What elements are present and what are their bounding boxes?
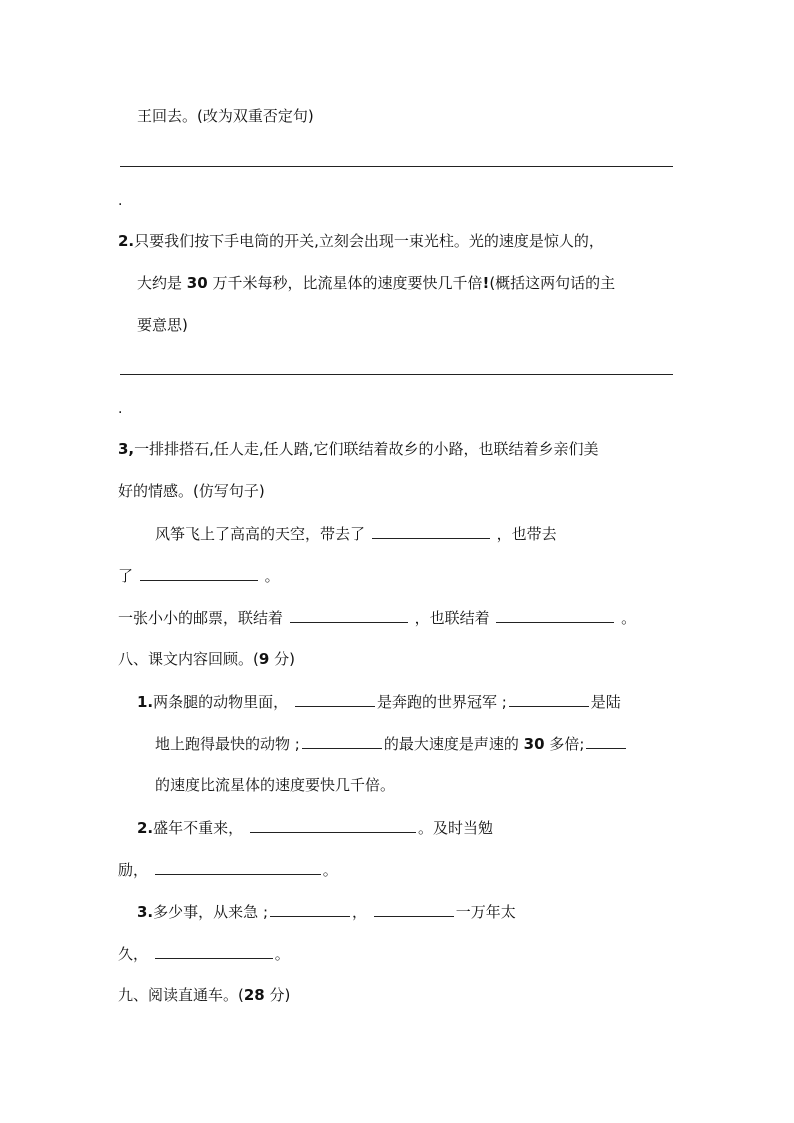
s8-item2-blank-2[interactable] xyxy=(155,859,321,875)
q3-kite-blank-1[interactable] xyxy=(372,523,490,539)
section9-title xyxy=(118,985,290,1005)
s8-item1-g: 的最大速度是声速的 xyxy=(383,735,519,753)
s8-item3-number: 3. xyxy=(137,903,154,921)
q2-number: 2. xyxy=(118,232,135,250)
s8-item3-f: 。 xyxy=(274,945,290,963)
s8-item1-a: 两条腿的动物里面， xyxy=(153,693,289,711)
section8-score: 9 xyxy=(258,650,270,668)
answer-end-dot-2: . xyxy=(118,401,123,417)
section9-score: 28 xyxy=(243,986,265,1004)
s8-item1-h: 30 xyxy=(523,735,545,753)
q3-kite-line2 xyxy=(118,565,280,586)
s8-item1-blank-3[interactable] xyxy=(302,733,382,749)
q3-kite-blank-2[interactable] xyxy=(140,565,258,581)
q1-tail-text: 王回去。(改为双重否定句) xyxy=(137,107,314,125)
s8-item2-number: 2. xyxy=(137,819,154,837)
s8-item1-number: 1. xyxy=(137,693,154,711)
s8-item2-line2 xyxy=(118,859,338,880)
q3-stamp-a: 一张小小的邮票，联结着 xyxy=(118,609,284,627)
s8-item2-line1 xyxy=(137,817,493,838)
s8-item2-c: 励， xyxy=(118,861,149,879)
s8-item1-blank-4[interactable] xyxy=(586,733,626,749)
section8-title xyxy=(118,649,295,669)
s8-item1-d: 是陆 xyxy=(590,693,621,711)
s8-item2-b: 。及时当勉 xyxy=(417,819,493,837)
answer-line-2[interactable] xyxy=(120,374,673,375)
q3-stamp-blank-1[interactable] xyxy=(290,607,408,623)
q3-kite-c-a: 了 xyxy=(118,567,134,585)
s8-item1-line1 xyxy=(137,691,621,712)
s8-item2-d: 。 xyxy=(322,861,338,879)
s8-item3-blank-1[interactable] xyxy=(270,901,350,917)
s8-item3-d: 一万年太 xyxy=(455,903,516,921)
q3-kite-b: ，也带去 xyxy=(496,525,557,543)
q3-stamp-blank-2[interactable] xyxy=(496,607,614,623)
s8-item3-line2 xyxy=(118,943,290,964)
s8-item3-e: 久， xyxy=(118,945,149,963)
s8-item1-e: 地上跑得最快的动物 xyxy=(155,735,291,753)
s8-item1-i: 多倍; xyxy=(549,735,585,753)
s8-item1-c: ; xyxy=(501,693,507,711)
q3-stamp-line xyxy=(118,607,636,628)
q2-line2-b: 万千米每秒，比流星体的速度要快几千倍 xyxy=(212,274,483,292)
q2-line2-c: (概括这两句话的主 xyxy=(489,274,616,292)
s8-item3-blank-3[interactable] xyxy=(155,943,273,959)
section8-title-b: 分) xyxy=(274,650,295,668)
q3-number: 3, xyxy=(118,440,135,458)
s8-item1-blank-2[interactable] xyxy=(509,691,589,707)
q3-stamp-c: 。 xyxy=(621,609,637,627)
s8-item3-line1 xyxy=(137,901,516,922)
q2-line3: 要意思) xyxy=(137,316,188,334)
q2-line2-a: 大约是 xyxy=(137,274,183,292)
q3-line1-text: 一排排搭石,任人走,任人踏,它们联结着故乡的小路，也联结着乡亲们美 xyxy=(134,440,599,458)
q2-exclamation: ! xyxy=(482,274,490,292)
section9-title-a: 九、阅读直通车。( xyxy=(118,986,244,1004)
s8-item2-blank-1[interactable] xyxy=(250,817,416,833)
q3-stamp-b: ，也联结着 xyxy=(414,609,490,627)
s8-item3-c: ， xyxy=(352,903,368,921)
section9-title-b: 分) xyxy=(269,986,291,1004)
q2-line1-text: 只要我们按下手电筒的开关,立刻会出现一束光柱。光的速度是惊人的， xyxy=(134,232,604,250)
s8-item3-blank-2[interactable] xyxy=(374,901,454,917)
s8-item1-line3: 的速度比流星体的速度要快几千倍。 xyxy=(155,776,396,794)
s8-item3-b: ; xyxy=(262,903,268,921)
s8-item2-a: 盛年不重来， xyxy=(153,819,244,837)
s8-item3-a: 多少事，从来急 xyxy=(153,903,259,921)
q3-kite-c-b: 。 xyxy=(264,567,280,585)
q2-line1 xyxy=(118,231,604,251)
s8-item1-b: 是奔跑的世界冠军 xyxy=(376,693,497,711)
answer-line-1[interactable] xyxy=(120,166,673,167)
section8-title-a: 八、课文内容回顾。( xyxy=(118,650,259,668)
q3-line1 xyxy=(118,439,598,459)
answer-end-dot-1: . xyxy=(118,193,123,209)
q3-kite-a: 风筝飞上了高高的天空，带去了 xyxy=(155,525,366,543)
q3-kite-line xyxy=(155,523,557,544)
s8-item1-f: ; xyxy=(294,735,300,753)
s8-item1-blank-1[interactable] xyxy=(295,691,375,707)
q2-line2 xyxy=(137,273,615,293)
q2-number-30: 30 xyxy=(186,274,208,292)
s8-item1-line2 xyxy=(155,733,628,754)
q3-line2: 好的情感。(仿写句子) xyxy=(118,482,265,500)
